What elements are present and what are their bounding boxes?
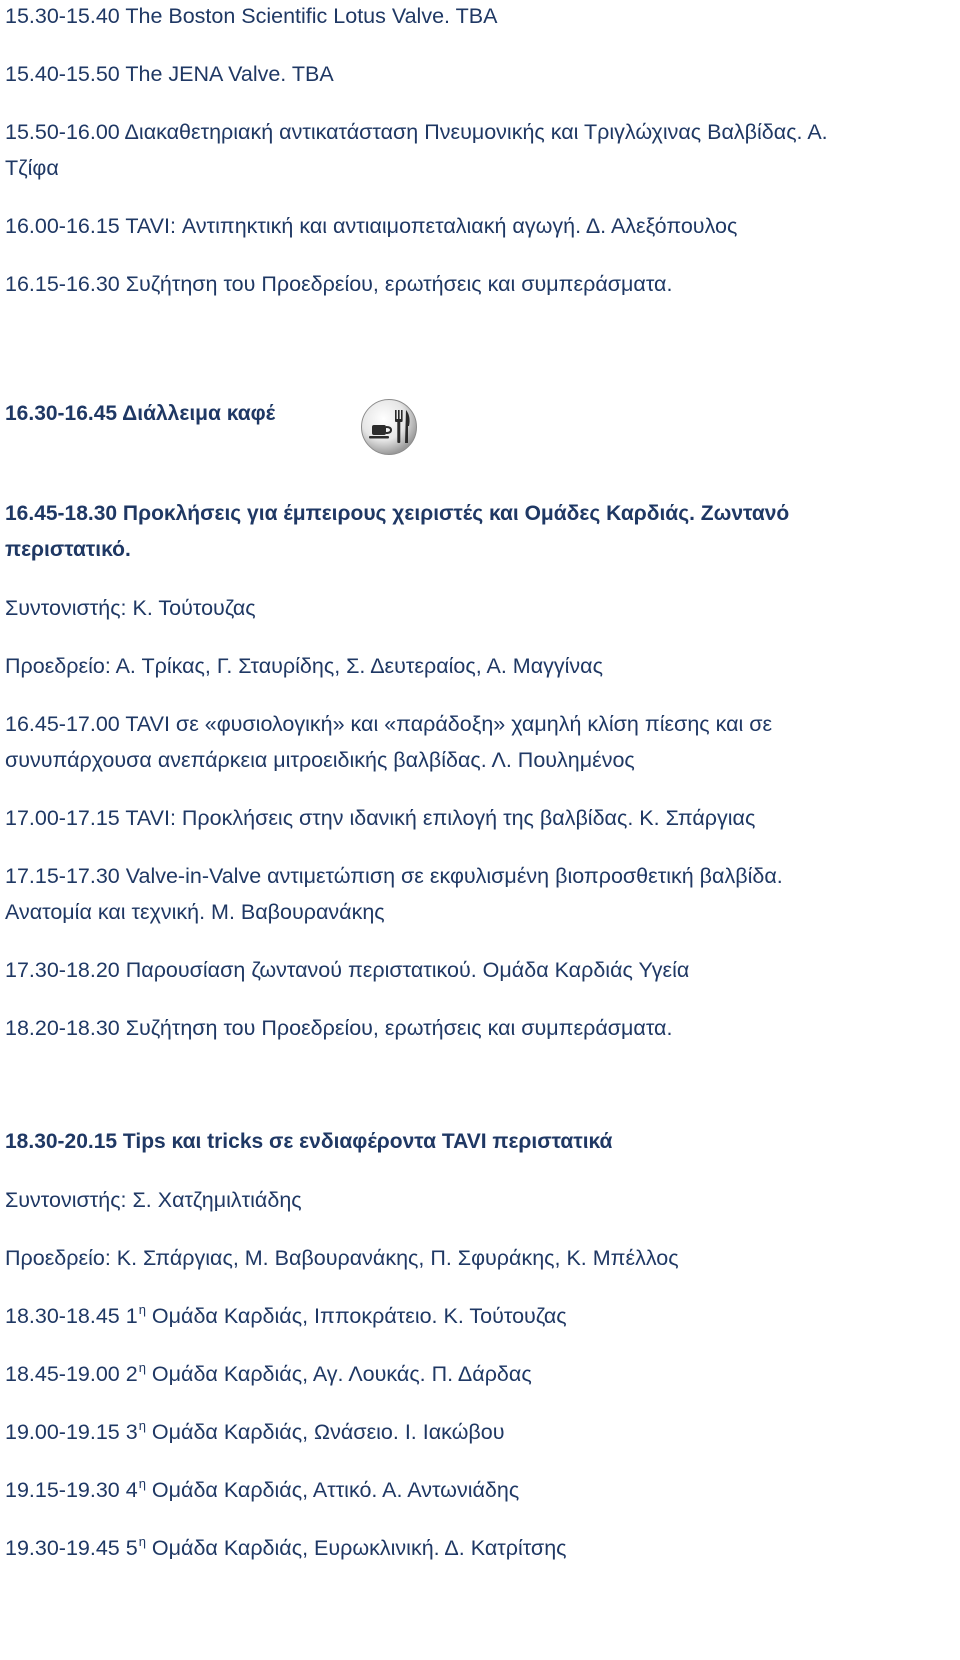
ordinal-suffix: η — [138, 1418, 146, 1433]
program-item: 15.30-15.40 The Boston Scientific Lotus Valve. TBA — [5, 4, 498, 28]
program-item: 16.15-16.30 Συζήτηση του Προεδρείου, ερωτήσεις και συμπεράσματα. — [5, 272, 673, 296]
item-text: Ομάδα Καρδιάς, Ιπποκράτειο. Κ. Τούτουζας — [145, 1304, 567, 1328]
session-heading-continuation: περιστατικό. — [5, 538, 131, 561]
session-panel: Προεδρείο: Κ. Σπάργιας, Μ. Βαβουρανάκης, Π. Σφυράκης, Κ. Μπέλλος — [5, 1246, 679, 1270]
program-item: 17.00-17.15 TAVI: Προκλήσεις στην ιδανική επιλογή της βαλβίδας. Κ. Σπάργιας — [5, 806, 756, 830]
coffee-cup-fork-knife-icon — [360, 398, 418, 456]
item-time: 19.30-19.45 5 — [5, 1536, 138, 1560]
session-moderator: Συντονιστής: Σ. Χατζημιλτιάδης — [5, 1188, 302, 1212]
program-item: 18.20-18.30 Συζήτηση του Προεδρείου, ερωτήσεις και συμπεράσματα. — [5, 1016, 673, 1040]
program-item: 16.45-17.00 TAVI σε «φυσιολογική» και «παράδοξη» χαμηλή κλίση πίεσης και σε — [5, 712, 773, 736]
program-item: 16.00-16.15 TAVI: Αντιπηκτική και αντιαιμοπεταλιακή αγωγή. Δ. Αλεξόπουλος — [5, 214, 738, 238]
item-time: 19.15-19.30 4 — [5, 1478, 138, 1502]
item-text: Ομάδα Καρδιάς, Αττικό. Α. Αντωνιάδης — [145, 1478, 520, 1502]
program-item — [5, 1472, 519, 1508]
ordinal-suffix: η — [138, 1302, 146, 1317]
ordinal-suffix: η — [138, 1476, 146, 1491]
session-heading: 16.45-18.30 Προκλήσεις για έμπειρους χειριστές και Ομάδες Καρδιάς. Ζωντανό — [5, 502, 790, 525]
program-item: 17.30-18.20 Παρουσίαση ζωντανού περιστατικού. Ομάδα Καρδιάς Υγεία — [5, 958, 690, 982]
session-moderator: Συντονιστής: Κ. Τούτουζας — [5, 596, 256, 620]
session-heading: 18.30-20.15 Tips και tricks σε ενδιαφέροντα TAVI περιστατικά — [5, 1130, 613, 1153]
item-time: 18.45-19.00 2 — [5, 1362, 138, 1386]
session-panel: Προεδρείο: Α. Τρίκας, Γ. Σταυρίδης, Σ. Δευτεραίος, Α. Μαγγίνας — [5, 654, 603, 678]
item-time: 18.30-18.45 1 — [5, 1304, 138, 1328]
program-item: 17.15-17.30 Valve-in-Valve αντιμετώπιση σε εκφυλισμένη βιοπροσθετική βαλβίδα. — [5, 864, 783, 888]
program-item — [5, 1530, 567, 1566]
program-item-continuation: συνυπάρχουσα ανεπάρκεια μιτροειδικής βαλβίδας. Λ. Πουλημένος — [5, 748, 635, 772]
ordinal-suffix: η — [138, 1534, 146, 1549]
program-item — [5, 1414, 505, 1450]
program-item: 15.40-15.50 The JENA Valve. TBA — [5, 62, 334, 86]
ordinal-suffix: η — [138, 1360, 146, 1375]
program-item — [5, 1356, 532, 1392]
item-time: 19.00-19.15 3 — [5, 1420, 138, 1444]
item-text: Ομάδα Καρδιάς, Ευρωκλινική. Δ. Κατρίτσης — [145, 1536, 567, 1560]
coffee-break-heading: 16.30-16.45 Διάλλειμα καφέ — [5, 402, 276, 425]
program-item — [5, 1298, 567, 1334]
program-item: 15.50-16.00 Διακαθετηριακή αντικατάσταση Πνευμονικής και Τριγλώχινας Βαλβίδας. Α. — [5, 120, 828, 144]
program-item-continuation: Τζίφα — [5, 156, 59, 180]
program-item-continuation: Ανατομία και τεχνική. Μ. Βαβουρανάκης — [5, 900, 385, 924]
item-text: Ομάδα Καρδιάς, Αγ. Λουκάς. Π. Δάρδας — [145, 1362, 532, 1386]
item-text: Ομάδα Καρδιάς, Ωνάσειο. Ι. Ιακώβου — [145, 1420, 505, 1444]
